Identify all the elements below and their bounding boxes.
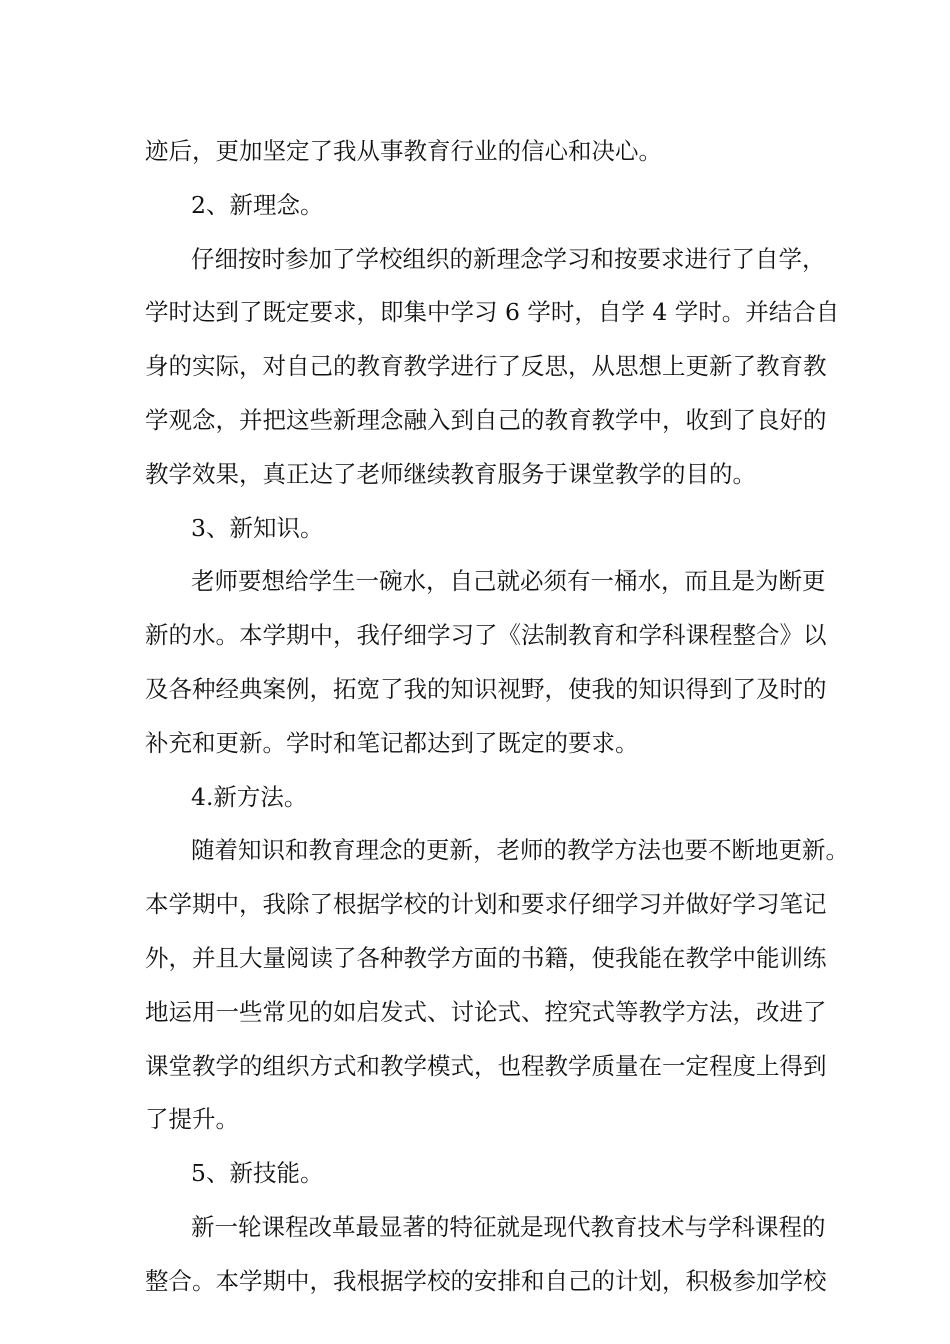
section-heading-new-concept: 2、新理念。 bbox=[191, 190, 324, 219]
section-heading-new-knowledge: 3、新知识。 bbox=[191, 513, 324, 542]
paragraph-line: 本学期中，我除了根据学校的计划和要求仔细学习并做好学习笔记 bbox=[145, 890, 827, 919]
paragraph-line: 学观念，并把这些新理念融入到自己的教育教学中，收到了良好的 bbox=[145, 405, 827, 434]
paragraph-line: 随着知识和教育理念的更新，老师的教学方法也要不断地更新。 bbox=[191, 836, 849, 865]
paragraph-line: 迹后，更加坚定了我从事教育行业的信心和决心。 bbox=[145, 137, 662, 165]
paragraph-line: 新的水。本学期中，我仔细学习了《法制教育和学科课程整合》以 bbox=[145, 621, 827, 650]
paragraph-line: 整合。本学期中，我根据学校的安排和自己的计划，积极参加学校 bbox=[145, 1266, 827, 1295]
section-heading-new-method: 4.新方法。 bbox=[191, 782, 308, 811]
paragraph-line: 仔细按时参加了学校组织的新理念学习和按要求进行了自学， bbox=[191, 244, 826, 273]
paragraph-line: 教学效果，真正达了老师继续教育服务于课堂教学的目的。 bbox=[145, 459, 756, 488]
paragraph-line: 新一轮课程改革最显著的特征就是现代教育技术与学科课程的 bbox=[191, 1212, 826, 1241]
paragraph-line: 了提升。 bbox=[145, 1105, 239, 1134]
paragraph-line: 及各种经典案例，拓宽了我的知识视野，使我的知识得到了及时的 bbox=[145, 674, 827, 703]
paragraph-line: 课堂教学的组织方式和教学模式，也程教学质量在一定程度上得到 bbox=[145, 1051, 827, 1080]
section-heading-new-skill: 5、新技能。 bbox=[191, 1159, 324, 1188]
body-text bbox=[145, 129, 849, 1313]
paragraph-line: 补充和更新。学时和笔记都达到了既定的要求。 bbox=[145, 728, 639, 757]
paragraph-line: 身的实际，对自己的教育教学进行了反思，从思想上更新了教育教 bbox=[145, 352, 827, 381]
paragraph-line: 外，并且大量阅读了各种教学方面的书籍，使我能在教学中能训练 bbox=[145, 943, 827, 972]
paragraph-line: 学时达到了既定要求，即集中学习 6 学时，自学 4 学时。并结合自 bbox=[145, 298, 840, 327]
paragraph-line: 老师要想给学生一碗水，自己就必须有一桶水，而且是为断更 bbox=[191, 567, 826, 596]
paragraph-line: 地运用一些常见的如启发式、讨论式、控究式等教学方法，改进了 bbox=[145, 997, 827, 1026]
